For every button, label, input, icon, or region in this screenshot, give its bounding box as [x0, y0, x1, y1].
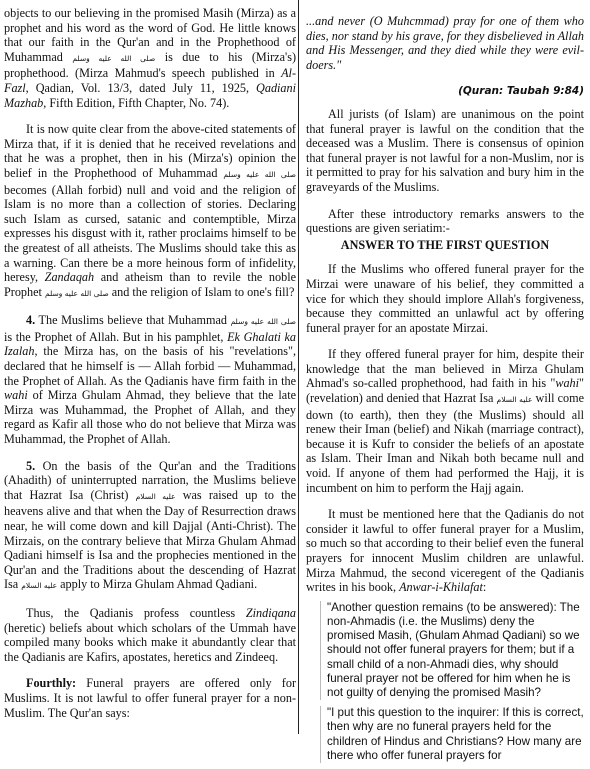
pamphlet-title: Ek Ghalati ka Izalah	[4, 329, 296, 359]
book-title: Anwar-i-Khilafat	[399, 580, 483, 595]
text: becomes (Allah forbid) null and void and the religion of Islam is no more than a collection of stories. Declaring such Islam as cursed, satanic and contemptible, Mirza expresses his disgust with it, rather proclaims himself to be the greatest of all atheists. The Muslims should take this as a warning. Can there be a more heinous form of infidelity, heresy,	[4, 182, 296, 285]
source-title: Qadiani Mazhab	[4, 80, 296, 110]
paragraph-unaware: If the Muslims who offered funeral prayer for the Mirzai were unaware of his belief, they committed a vice for which they should implore Allah's forgiveness, because they committed an unlawful act by offering funeral prayer for an apostate Mirzai.	[306, 262, 584, 335]
term: Zandaqah	[44, 270, 95, 285]
text: , the Mirza has, on the basis of his "revelations", declared that he himself is — Allah forbid — Muhammad, the Prophet of Allah. As the Qadianis have firm faith in the	[4, 344, 296, 388]
paragraph-statements	[4, 122, 296, 301]
text: It is now quite clear from the above-cited statements of Mirza that, if it is denied that he received revelations and that he was a prophet, then in his (Mirza's) opinion the belief in the Prophethood of Muhammad	[4, 122, 296, 180]
paragraph-thus	[4, 606, 296, 664]
right-column	[306, 6, 584, 769]
block-quote-1: "Another question remains (to be answered): The non-Ahmadis (i.e. the Muslims) deny the promised Masih, (Ghulam Ahmad Qadiani) so we should not offer funeral prayers for them; but if a small child of a non-Ahmadi dies, why should funeral prayer not be offered for him when he is not guilty of denying the promised Masih?	[320, 601, 584, 700]
text: If they offered funeral prayer for him, despite their knowledge that the man believed in Mirza Ghulam Ahmad's so-called prophethood, had faith in his "	[306, 347, 584, 391]
term: wahi	[4, 388, 28, 403]
text: apply to Mirza Ghulam Ahmad Qadiani.	[57, 577, 258, 592]
text: objects to our believing in the promised Masih (Mirza) as a prophet and his word as the word of God. He little knows that our faith in the Qur'an and in the Prophethood of Muhammad	[4, 6, 296, 64]
text: , Qadian, Vol. 13/3, dated July 11, 1925,	[25, 80, 257, 95]
text: :	[482, 580, 487, 595]
paragraph-mentioned	[306, 507, 584, 595]
paragraph-point-4	[4, 313, 296, 446]
honorific-glyph: صلى الله عليه وسلم	[230, 317, 296, 327]
text: is the Prophet of Allah. But in his pamphlet,	[4, 329, 228, 344]
text: (heretic) beliefs about which scholars of the Ummah have compiled many books which make it abundantly clear that the Qadianis are Kafirs, apostates, heretics and Zindeeq.	[4, 620, 296, 664]
text: On the basis of the Qur'an and the Traditions (Ahadith) of uninterrupted narration, the Muslims believe that Hazrat Isa (Christ)	[4, 458, 296, 502]
lead-word: Fourthly:	[26, 676, 77, 691]
paragraph-jurists: All jurists (of Islam) are unanimous on the point that funeral prayer is lawful on the condition that the deceased was a Muslim. There is consensus of opinion that funeral prayer is not lawful for a non-Muslim, nor is it permitted to pray for his salvation and bury him in the graveyards of the Muslims.	[306, 106, 584, 194]
paragraph-aware	[306, 347, 584, 495]
text: The Muslims believe that Muhammad	[35, 313, 227, 328]
text: is due to his (Mirza's) prophethood. (Mirza Mahmud's speech published in	[4, 49, 297, 81]
point-number: 5.	[26, 458, 36, 473]
honorific-glyph: عليه السلام	[135, 491, 176, 501]
point-number: 4.	[26, 313, 36, 328]
paragraph-point-5	[4, 459, 296, 594]
term: Zindiqana	[245, 605, 296, 620]
text: , Fifth Edition, Fifth Chapter, No. 74).	[43, 95, 230, 110]
honorific-glyph: عليه السلام	[21, 581, 58, 591]
honorific-glyph: صلى الله عليه وسلم	[72, 53, 156, 63]
block-quote-2: "I put this question to the inquirer: If this is correct, then why are no funeral prayers held for the children of Hindus and Christians? How many are there who offer funeral prayers for	[320, 706, 584, 763]
quote-reference: (Quran: Taubah 9:84)	[458, 85, 584, 98]
honorific-glyph: صلى الله عليه وسلم	[44, 288, 109, 298]
text: will come down (to earth), then they (the Muslims) should all renew their Iman (belief) and Nikah (marriage contract), because it is Kufr to consider the beliefs of an apostate as Islam. Their Iman and Nikah both became null and void. If anyone of them had performed the Hajj, it is incumbent on him to perform the Hajj again.	[306, 391, 584, 495]
term: wahi	[555, 376, 580, 391]
honorific-glyph: عليه السلام	[496, 395, 533, 405]
text: was raised up to the heavens alive and that when the Day of Resurrection draws near, he will come down and kill Dajjal (Anti-Christ). The Mirzais, on the contrary believe that Mirza Ghulam Ahmad Qadiani himself is Isa and the prophecies mentioned in the Qur'an and the Traditions about the descending of Hazrat Isa	[4, 487, 297, 592]
text: and the religion of Islam to one's fill?	[111, 284, 295, 299]
text: It must be mentioned here that the Qadianis do not consider it lawful to offer funeral prayer for a Muslim, so much so that according to their belief even the funeral prayers for innocent Muslim children are unlawful. Mirza Mahmud, the second viceregent of the Qadianis writes in his book,	[306, 507, 584, 595]
text: of Mirza Ghulam Ahmad, they believe that the late Mirza was Muhammad, the Prophet of Allah, and they regard as Kafir all those who do not believe that Mirza was Muhammad, the Prophet of Allah.	[4, 388, 296, 447]
honorific-glyph: صلى الله عليه وسلم	[223, 169, 297, 179]
section-heading: ANSWER TO THE FIRST QUESTION	[340, 237, 550, 252]
text: and atheism than to revile the noble Prophet	[4, 270, 296, 299]
text: Thus, the Qadianis profess countless	[26, 605, 246, 620]
source-title: Al-Fazl	[4, 66, 296, 95]
text: Funeral prayers are offered only for Muslims. It is not lawful to offer funeral prayer for a non-Muslim. The Qur'an says:	[4, 676, 296, 720]
text: " (revelation) and denied that Hazrat Isa	[306, 376, 584, 406]
left-column	[4, 6, 296, 732]
paragraph-continuation	[4, 6, 296, 110]
paragraph-fourthly	[4, 676, 296, 720]
paragraph-introductory: After these introductory remarks answers to the questions are given seriatim:-	[306, 206, 584, 236]
quran-quote: ...and never (O Muhcmmad) pray for one of them who dies, nor stand by his grave, for they disbelieved in Allah and His Messenger, and they died while they were evil-doers."	[306, 14, 585, 72]
